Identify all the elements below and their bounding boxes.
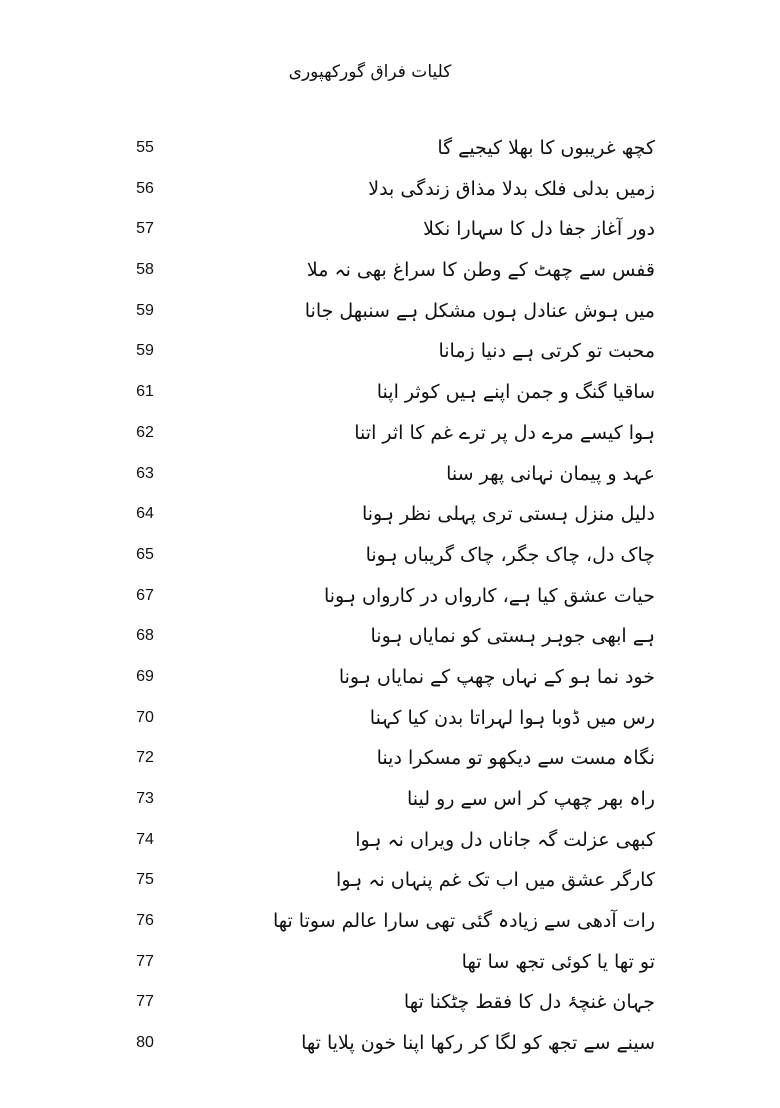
toc-entry — [0, 860, 780, 901]
toc-entry — [0, 494, 780, 535]
toc-entry — [0, 616, 780, 657]
toc-entry-page: 56 — [136, 179, 154, 197]
toc-entry-title: زمیں بدلی فلک بدلا مذاق زندگی بدلا — [368, 177, 655, 200]
toc-entry-page: 63 — [136, 464, 154, 482]
toc-entry-title: دور آغاز جفا دل کا سہارا نکلا — [423, 218, 655, 241]
toc-entry — [0, 413, 780, 454]
toc-entry-title: راہ بھر چھپ کر اس سے رو لینا — [406, 788, 655, 810]
toc-entry — [0, 657, 780, 698]
toc-entry-page: 68 — [136, 627, 154, 645]
toc-entry-page: 57 — [136, 220, 154, 238]
toc-entry — [0, 820, 780, 861]
toc-entry-title: کبھی عزلت گہ جاناں دل ویراں نہ ہوا — [355, 828, 655, 851]
toc-entry-title: عہد و پیمان نہانی پھر سنا — [446, 462, 655, 485]
toc-entry-title: جہان غنچۂ دل کا فقط چٹکنا تھا — [403, 991, 655, 1014]
toc-entry — [0, 576, 780, 617]
toc-entry-page: 77 — [136, 952, 154, 970]
toc-entry — [0, 901, 780, 942]
toc-entry-page: 77 — [136, 993, 154, 1011]
toc-entry-title: ساقیا گنگ و جمن اپنے ہیں کوثر اپنا — [376, 381, 655, 404]
toc-entry-title: چاک دل، چاک جگر، چاک گریباں ہونا — [365, 543, 655, 566]
toc-entry-page: 67 — [136, 586, 154, 604]
toc-entry — [0, 372, 780, 413]
toc-entry — [0, 291, 780, 332]
toc-entry — [0, 454, 780, 495]
toc-entry-page: 64 — [136, 505, 154, 523]
toc-entry-page: 62 — [136, 423, 154, 441]
toc-entry-page: 70 — [136, 708, 154, 726]
toc-entry-title: ہوا کیسے مرے دل پر ترے غم کا اثر اتنا — [354, 421, 655, 444]
toc-entry-page: 74 — [136, 830, 154, 848]
toc-entry — [0, 535, 780, 576]
toc-entry-page: 76 — [136, 912, 154, 930]
toc-entry-title: میں ہوش عنادل ہوں مشکل ہے سنبھل جانا — [304, 299, 655, 322]
toc-entry-title: دلیل منزل ہستی تری پہلی نظر ہونا — [361, 503, 655, 526]
toc-entry-title: کچھ غریبوں کا بھلا کیجیے گا — [437, 137, 655, 159]
toc-entry — [0, 779, 780, 820]
toc-entry-page: 73 — [136, 790, 154, 807]
toc-entry-page: 58 — [136, 261, 154, 279]
table-of-contents — [0, 128, 780, 1064]
toc-entry — [0, 169, 780, 210]
toc-entry — [0, 128, 780, 169]
toc-entry-page: 75 — [136, 871, 154, 889]
toc-entry — [0, 209, 780, 250]
toc-entry-title: محبت تو کرتی ہے دنیا زمانا — [438, 340, 655, 363]
toc-entry — [0, 250, 780, 291]
toc-entry-title: نگاہ مست سے دیکھو تو مسکرا دینا — [376, 747, 655, 770]
toc-entry — [0, 738, 780, 779]
toc-entry-title: خود نما ہو کے نہاں چھپ کے نمایاں ہونا — [338, 665, 655, 688]
toc-entry-page: 59 — [136, 342, 154, 360]
toc-entry-title: حیات عشق کیا ہے، کارواں در کارواں ہونا — [323, 584, 655, 607]
toc-entry — [0, 698, 780, 739]
toc-entry-page: 59 — [136, 301, 154, 319]
toc-entry-page: 61 — [136, 383, 154, 401]
toc-entry-page: 80 — [136, 1034, 154, 1052]
toc-entry-page: 72 — [136, 749, 154, 767]
toc-entry-title: کارگر عشق میں اب تک غم پنہاں نہ ہوا — [336, 869, 655, 892]
toc-entry-title: تو تھا یا کوئی تجھ سا تھا — [461, 950, 655, 973]
toc-entry-page: 69 — [136, 667, 154, 685]
toc-entry-title: ہے ابھی جوہر ہستی کو نمایاں ہونا — [370, 625, 655, 648]
toc-entry-title: رات آدھی سے زیادہ گئی تھی سارا عالم سوتا تھا — [272, 910, 655, 933]
toc-entry — [0, 982, 780, 1023]
toc-entry-title: رس میں ڈوبا ہوا لہراتا بدن کیا کہنا — [369, 706, 655, 729]
toc-entry-page: 55 — [136, 139, 154, 156]
toc-entry-page: 65 — [136, 545, 154, 563]
running-header-title: کلیات فراق گورکھپوری — [288, 62, 452, 82]
toc-entry-title: قفس سے چھٹ کے وطن کا سراغ بھی نہ ملا — [306, 259, 655, 282]
toc-entry — [0, 942, 780, 983]
toc-entry — [0, 331, 780, 372]
toc-entry-title: سینے سے تجھ کو لگا کر رکھا اپنا خون پلایا تھا — [301, 1032, 655, 1055]
toc-entry — [0, 1023, 780, 1064]
